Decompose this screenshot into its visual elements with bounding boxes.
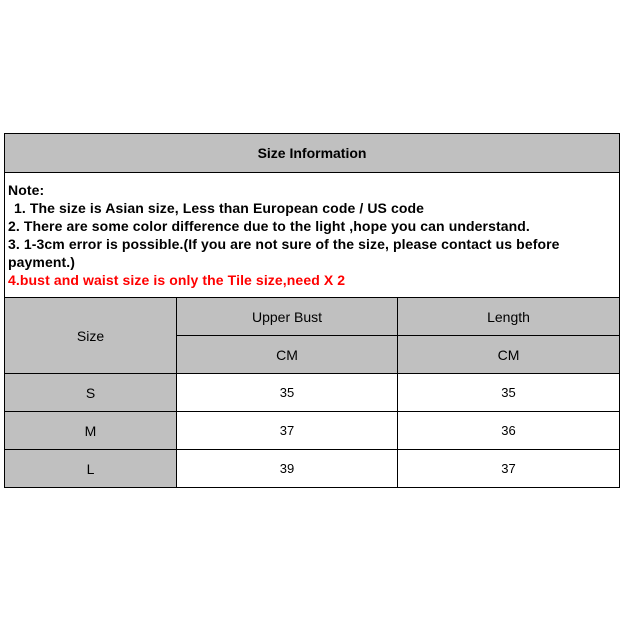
row-size-label: S bbox=[5, 374, 177, 412]
row-upper-bust-value: 39 bbox=[177, 450, 398, 488]
row-upper-bust-value: 37 bbox=[177, 412, 398, 450]
row-size-label: M bbox=[5, 412, 177, 450]
note-line-4-warning: 4.bust and waist size is only the Tile size,need X 2 bbox=[8, 272, 346, 288]
note-heading: Note: bbox=[8, 182, 45, 198]
title-row bbox=[5, 134, 620, 173]
size-column-header: Size bbox=[5, 298, 177, 374]
table-row bbox=[5, 412, 620, 450]
note-line-1: 1. The size is Asian size, Less than European code / US code bbox=[14, 200, 425, 216]
upper-bust-column-header: Upper Bust bbox=[177, 298, 398, 336]
row-upper-bust-value: 35 bbox=[177, 374, 398, 412]
upper-bust-unit: CM bbox=[177, 336, 398, 374]
notes-row bbox=[5, 173, 620, 298]
table-title: Size Information bbox=[5, 134, 620, 173]
note-line-3: 3. 1-3cm error is possible.(If you are not sure of the size, please contact us before payment.) bbox=[8, 236, 560, 270]
row-length-value: 35 bbox=[398, 374, 620, 412]
header-row-labels bbox=[5, 298, 620, 336]
length-unit: CM bbox=[398, 336, 620, 374]
table-row bbox=[5, 374, 620, 412]
notes-block bbox=[5, 173, 620, 298]
length-column-header: Length bbox=[398, 298, 620, 336]
row-size-label: L bbox=[5, 450, 177, 488]
row-length-value: 37 bbox=[398, 450, 620, 488]
note-line-2: 2. There are some color difference due to the light ,hope you can understand. bbox=[8, 218, 530, 234]
row-length-value: 36 bbox=[398, 412, 620, 450]
table-row bbox=[5, 450, 620, 488]
size-information-table bbox=[4, 133, 620, 488]
